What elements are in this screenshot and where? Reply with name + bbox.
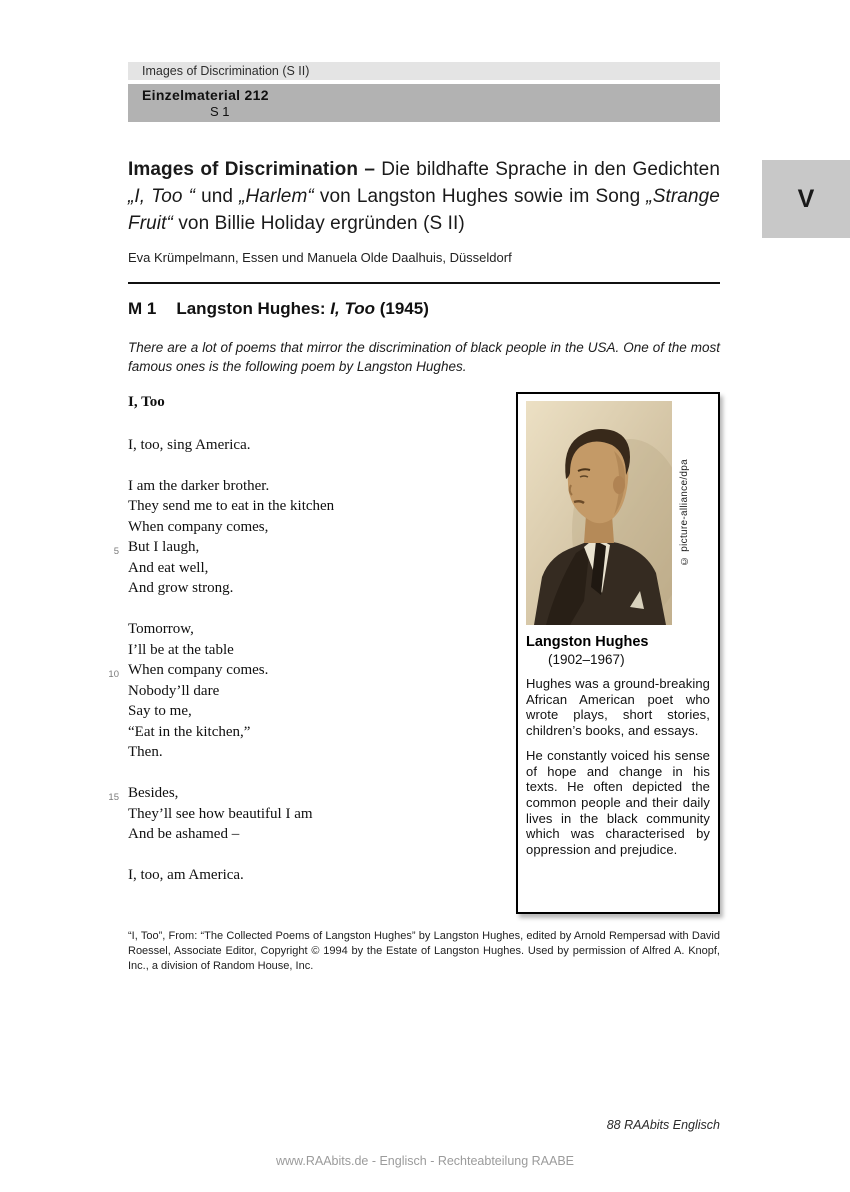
poem: [108, 392, 438, 906]
poem-stanza: [128, 435, 438, 456]
title-segment: von Langston Hughes sowie im Song: [313, 186, 647, 207]
title-segment: Die bildhafte Sprache in den Gedichten: [375, 159, 720, 180]
infobox-years: (1902–1967): [548, 652, 625, 667]
poem-line-text: When company comes,: [128, 518, 269, 535]
photo-row: [526, 401, 710, 625]
poem-stanza: [108, 783, 438, 845]
heading-poem-title: I, Too: [330, 299, 375, 318]
poem-line-text: Nobody’ll dare: [128, 682, 220, 699]
poem-line-text: Say to me,: [128, 703, 192, 719]
issue-label: 88 RAAbits Englisch: [606, 1118, 720, 1132]
divider-rule: [128, 282, 720, 284]
material-number: Einzelmaterial 212: [142, 87, 269, 103]
langston-hughes-portrait-photo: [526, 401, 672, 625]
title-poem-1: „I, Too “: [128, 186, 196, 207]
photo-credit: [672, 401, 696, 625]
infobox-paragraph-2: He constantly voiced his sense of hope and change in his texts. He often depicted the common people and their daily lives in the black community which was characterised by oppression and prejudice.: [526, 747, 710, 858]
poem-line-text: And eat well,: [128, 559, 209, 576]
poem-line-text: Besides,: [128, 785, 179, 801]
line-number: 5: [113, 546, 119, 557]
copyright-footnote: “I, Too”, From: “The Collected Poems of Langston Hughes” by Langston Hughes, edited by Arnold Rempersad with David Roessel, Associate Editor, Copyright © 1994 by the Estate of Langston Hughes. Used by permission of Alfred A. Knopf, Inc., a division of Random House, Inc.: [128, 930, 720, 972]
poem-line: [128, 824, 438, 845]
poem-line: [128, 517, 438, 538]
poem-line-text: Then.: [128, 744, 163, 760]
heading-segment: Langston Hughes:: [176, 299, 331, 318]
poem-line: [108, 660, 438, 681]
poem-line-text: “Eat in the kitchen,”: [128, 723, 251, 740]
side-tab: [762, 160, 850, 238]
poem-line: [128, 722, 438, 743]
poem-line: [128, 558, 438, 579]
heading-segment: (1945): [375, 299, 429, 318]
authors-line: Eva Krümpelmann, Essen und Manuela Olde Daalhuis, Düsseldorf: [128, 250, 512, 265]
title-song: „Strange Fruit“: [128, 186, 720, 234]
side-tab-label: V: [797, 184, 815, 213]
poem-line: [108, 783, 438, 804]
poem-line-text: I am the darker brother.: [128, 477, 270, 494]
poem-line-text: And be ashamed –: [128, 826, 240, 842]
poem-stanza: [108, 619, 438, 763]
title-poem-2: „Harlem“: [239, 186, 314, 207]
title-segment: Images of Discrimination –: [128, 159, 375, 180]
poem-line-text: I, too, am America.: [128, 867, 244, 883]
material-heading: [128, 299, 720, 319]
photo-credit-text: © picture-alliance/dpa: [678, 459, 690, 567]
poem-line: [128, 742, 438, 763]
poem-line: [128, 640, 438, 661]
poem-line: [128, 619, 438, 640]
poem-line-text: They send me to eat in the kitchen: [128, 498, 335, 514]
poem-stanza: [128, 865, 438, 886]
document-title: [128, 156, 720, 237]
poem-title: I, Too: [128, 394, 165, 410]
poem-line-text: And grow strong.: [128, 580, 234, 596]
poem-line: [128, 701, 438, 722]
series-label: Images of Discrimination (S II): [142, 64, 310, 78]
poem-line: [128, 476, 438, 497]
author-infobox: [516, 392, 720, 914]
poem-line-text: But I laugh,: [128, 539, 200, 555]
poem-line-text: I’ll be at the table: [128, 641, 234, 658]
poem-line-text: I, too, sing America.: [128, 436, 251, 453]
poem-line-text: Tomorrow,: [128, 621, 194, 637]
poem-line: [128, 496, 438, 517]
infobox-name: Langston Hughes: [526, 634, 649, 650]
header-material-bar: [128, 84, 720, 122]
poem-line: [128, 804, 438, 825]
poem-line-text: They’ll see how beautiful I am: [128, 805, 313, 822]
poem-line: [128, 578, 438, 599]
page-code: S 1: [210, 104, 230, 119]
footer-url-line: www.RAAbits.de - Englisch - Rechteabteilung RAABE: [275, 1154, 575, 1168]
poem-stanza: [113, 476, 438, 599]
poem-line: [128, 681, 438, 702]
poem-line: [113, 537, 438, 558]
poem-line: [128, 435, 438, 456]
poem-line-text: When company comes.: [128, 662, 269, 678]
line-number: 10: [108, 669, 119, 680]
line-number: 15: [108, 792, 119, 803]
material-code: M 1: [128, 299, 157, 318]
header-series-bar: [128, 62, 720, 80]
title-segment: und: [195, 186, 240, 207]
material-heading-text: [176, 299, 429, 318]
infobox-paragraph-1: Hughes was a ground-breaking African American poet who wrote plays, short stories, children’s books, and essays.: [526, 676, 710, 739]
poem-line: [128, 865, 438, 886]
intro-paragraph: There are a lot of poems that mirror the discrimination of black people in the USA. One of the most famous ones is the following poem by Langston Hughes.: [128, 340, 720, 374]
title-segment: von Billie Holiday ergründen (S II): [172, 213, 465, 234]
